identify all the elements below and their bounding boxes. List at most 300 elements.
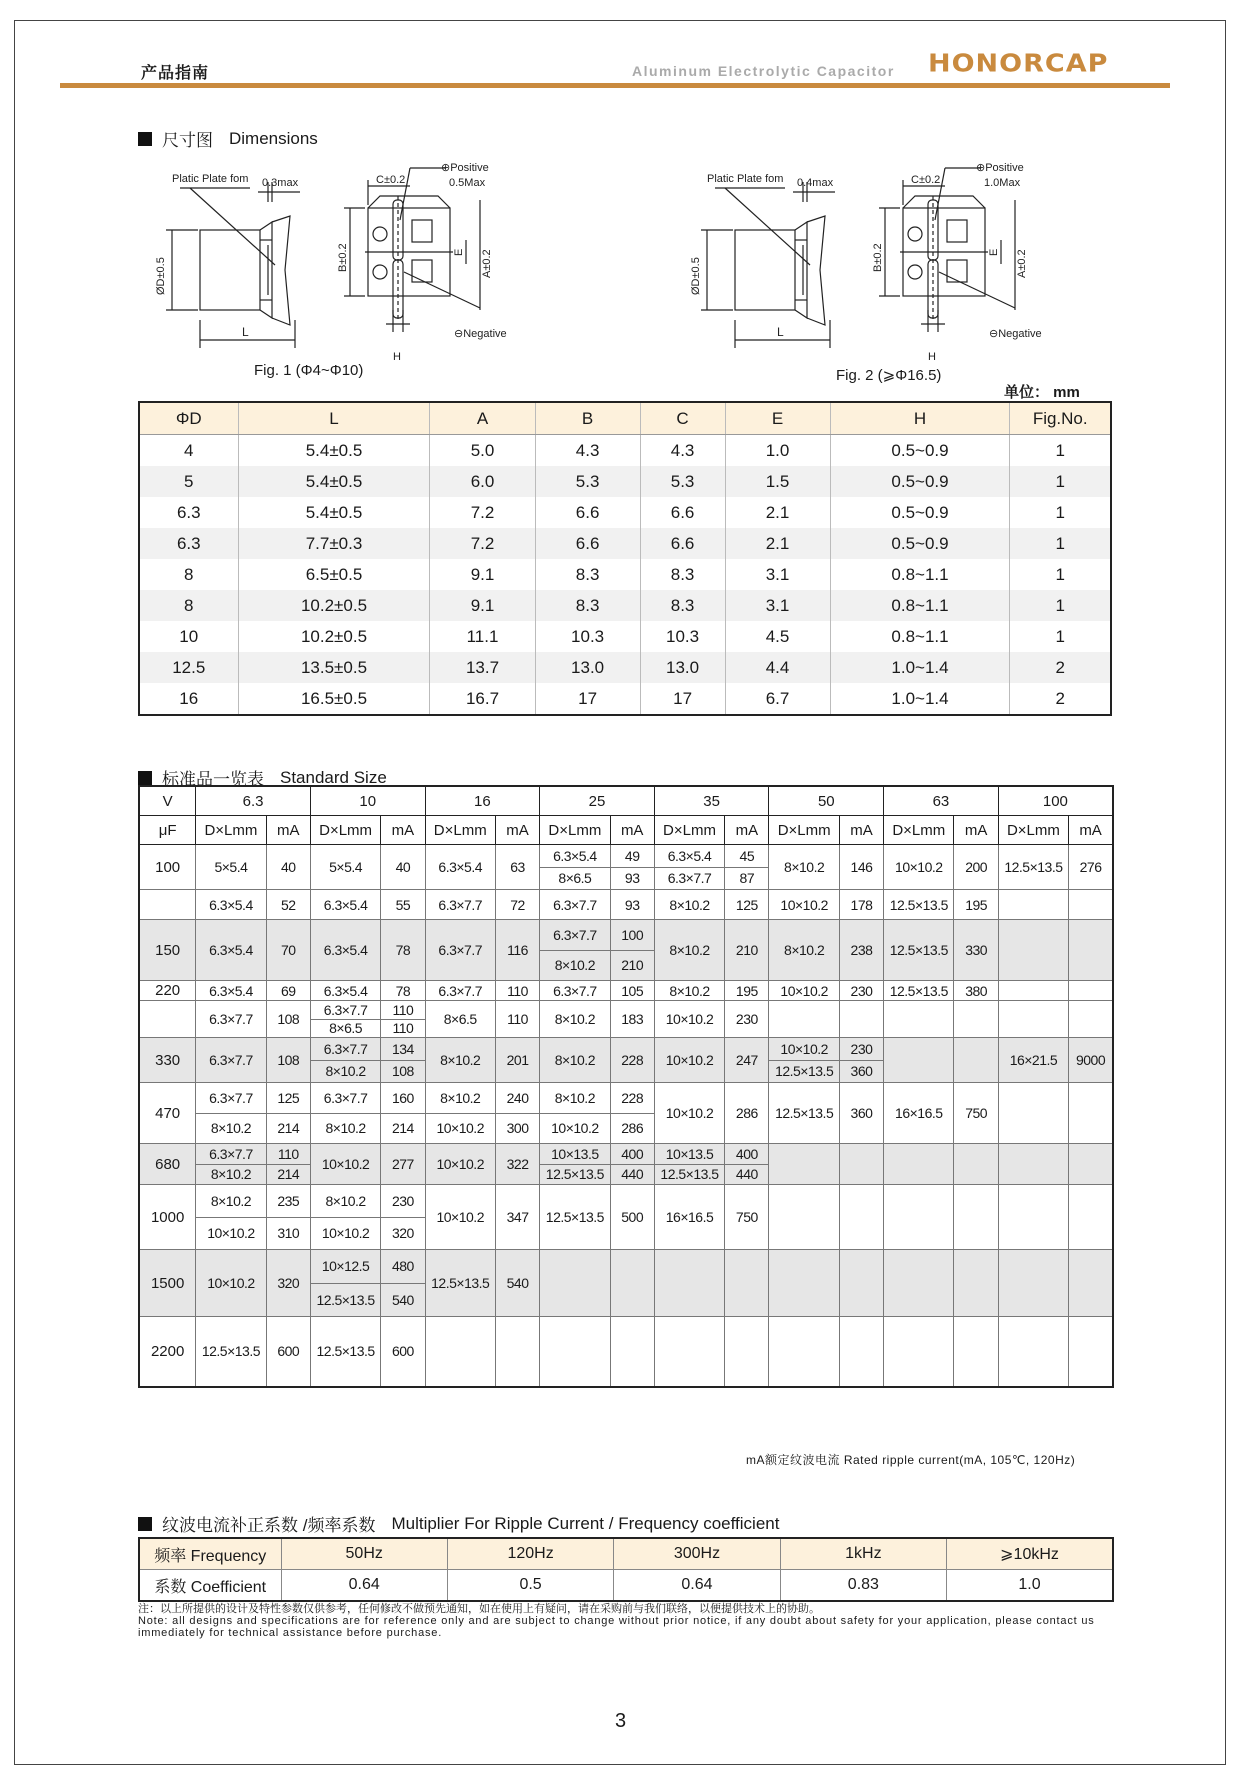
size-value: 10×12.5 [321,1258,370,1275]
size-cell [884,1038,954,1083]
dim-cell: 6.3 [139,497,238,528]
size-cell [769,1144,839,1185]
ma-header: mA [381,816,425,845]
size-cell: 8×10.2 [769,920,839,981]
ripple-value: 210 [611,950,654,981]
size-cell: 6.3×7.7 [196,1038,266,1083]
dim-cell: 8 [139,559,238,590]
dl-header: D×Lmm [425,816,495,845]
coefficient-value: 0.64 [614,1570,780,1602]
dim-cell: 6.7 [725,683,830,715]
std-table-row [139,845,1113,890]
ripple-current-cell [610,845,654,890]
dl-header: D×Lmm [769,816,839,845]
ripple-current-cell [839,1185,883,1250]
capacitance-cell: 330 [139,1038,196,1083]
size-cell [425,1083,495,1144]
size-cell: 12.5×13.5 [540,1185,610,1250]
dim-cell: 5.4±0.5 [238,466,430,497]
dim-cell: 10 [139,621,238,652]
size-value: 8×10.2 [311,1113,380,1144]
dim-col-header: ΦD [139,402,238,435]
ripple-value: 49 [624,847,640,864]
size-cell [998,981,1068,1001]
fig1-c-label: C±0.2 [376,174,406,186]
dim-cell: 9.1 [430,590,535,621]
size-value: 10×10.2 [780,1040,828,1057]
size-cell: 10×10.2 [425,1144,495,1185]
ripple-title-en: Multiplier For Ripple Current / Frequency coefficient [391,1513,780,1533]
ripple-value: 214 [267,1164,310,1185]
size-cell [998,1250,1068,1317]
size-cell: 8×10.2 [654,920,724,981]
ripple-current-cell [610,1144,654,1185]
ripple-current-cell [954,1001,998,1038]
dim-cell: 8 [139,590,238,621]
size-cell [540,1144,610,1185]
ripple-value: 93 [611,867,654,890]
dim-cell: 9.1 [430,559,535,590]
ripple-current-cell [1069,890,1113,920]
dl-header: D×Lmm [654,816,724,845]
ripple-current-cell [610,1317,654,1387]
ripple-current-cell: 195 [954,890,998,920]
dim-table-row [139,652,1111,683]
dim-cell: 7.2 [430,528,535,559]
fig1-l-label: L [242,325,249,339]
ripple-current-cell: 228 [610,1038,654,1083]
dim-cell: 4.4 [725,652,830,683]
size-value: 10×13.5 [665,1145,714,1162]
coefficient-value: 1.0 [947,1570,1113,1602]
size-cell: 8×10.2 [654,890,724,920]
ripple-current-cell [839,1001,883,1038]
ripple-current-cell: 40 [381,845,425,890]
dim-col-header: C [640,402,725,435]
ripple-current-cell: 110 [495,1001,539,1038]
ripple-current-cell [381,1038,425,1083]
ripple-value: 480 [391,1258,414,1275]
ripple-value: 110 [392,1001,414,1018]
dim-cell: 1.0~1.4 [830,652,1010,683]
ripple-value: 300 [496,1113,539,1144]
size-value: 6.3×7.7 [209,1145,253,1162]
ripple-current-cell: 195 [725,981,769,1001]
ripple-current-cell: 105 [610,981,654,1001]
dim-cell: 3.1 [725,590,830,621]
size-cell [884,1185,954,1250]
fig1-a-label: A±0.2 [481,249,493,278]
dim-cell: 16 [139,683,238,715]
size-cell [540,1317,610,1387]
ripple-current-cell: 108 [266,1001,310,1038]
size-value: 8×10.2 [440,1089,481,1106]
size-cell: 6.3×5.4 [196,981,266,1001]
header-rule [60,83,1170,88]
ripple-current-cell: 9000 [1069,1038,1113,1083]
size-value: 10×10.2 [196,1217,265,1250]
header-subtitle: Aluminum Electrolytic Capacitor [632,63,895,79]
dim-cell: 2.1 [725,497,830,528]
ripple-current-cell: 201 [495,1038,539,1083]
ripple-current-cell [1069,1317,1113,1387]
dim-cell: 0.5~0.9 [830,435,1010,467]
size-cell [769,1038,839,1083]
size-cell: 5×5.4 [310,845,380,890]
ripple-current-cell: 277 [381,1144,425,1185]
ripple-current-cell: 247 [725,1038,769,1083]
dim-cell: 8.3 [640,559,725,590]
dim-cell: 17 [535,683,640,715]
size-value: 12.5×13.5 [769,1060,838,1083]
dl-header: D×Lmm [310,816,380,845]
dimensions-title-cn: 尺寸图 [162,131,213,150]
fig2-d-label: ØD±0.5 [690,257,702,295]
ripple-current-cell: 78 [381,920,425,981]
section-square-icon [138,132,152,146]
size-cell [998,1001,1068,1038]
ripple-current-cell: 63 [495,845,539,890]
size-cell: 10×10.2 [196,1250,266,1317]
size-cell [310,1038,380,1083]
dim-cell: 6.6 [640,497,725,528]
ma-header: mA [954,816,998,845]
standard-size-table [138,785,1114,1388]
size-value: 6.3×5.4 [553,847,597,864]
dim-table-row [139,528,1111,559]
dim-cell: 7.2 [430,497,535,528]
capacitance-cell: 2200 [139,1317,196,1387]
coefficient-value: 0.83 [780,1570,946,1602]
size-cell [654,1317,724,1387]
fig2-l-label: L [777,325,784,339]
ripple-current-cell: 69 [266,981,310,1001]
fig2-negative-label: ⊖Negative [989,328,1042,340]
std-table-row [139,1317,1113,1387]
size-cell: 10×10.2 [310,1144,380,1185]
ripple-current-cell: 750 [954,1083,998,1144]
size-value: 6.3×7.7 [209,1089,253,1106]
fig1-negative-label: ⊖Negative [454,328,507,340]
dim-cell: 0.8~1.1 [830,590,1010,621]
dim-cell: 16.5±0.5 [238,683,430,715]
dim-cell: 0.8~1.1 [830,559,1010,590]
dim-cell: 5.4±0.5 [238,497,430,528]
size-cell [769,1317,839,1387]
ripple-current-cell: 230 [839,981,883,1001]
size-cell: 12.5×13.5 [884,920,954,981]
dim-cell: 13.0 [535,652,640,683]
coefficient-label: 系数 Coefficient [139,1570,281,1602]
section-square-icon [138,771,152,785]
capacitance-cell: 680 [139,1144,196,1185]
ripple-value: 235 [277,1192,300,1209]
fig1-b-label: B±0.2 [337,243,349,272]
size-cell: 6.3×7.7 [425,890,495,920]
ma-header: mA [725,816,769,845]
size-cell [998,890,1068,920]
capacitance-cell: 220 [139,981,196,1001]
dim-cell: 11.1 [430,621,535,652]
ripple-current-cell: 600 [381,1317,425,1387]
ripple-value: 100 [621,926,644,943]
size-cell: 12.5×13.5 [310,1317,380,1387]
coefficient-value: 0.5 [447,1570,613,1602]
fig2-b-label: B±0.2 [872,243,884,272]
ripple-value: 286 [611,1113,654,1144]
dim-cell: 12.5 [139,652,238,683]
dim-cell: 0.5~0.9 [830,528,1010,559]
ripple-current-cell: 230 [725,1001,769,1038]
size-cell: 10×10.2 [769,890,839,920]
header-cn-title: 产品指南 [141,65,210,82]
capacitance-cell: 1500 [139,1250,196,1317]
std-table-row [139,1001,1113,1038]
size-cell [769,1250,839,1317]
dim-cell: 1 [1010,497,1111,528]
voltage-header: 63 [884,786,999,816]
footnote-cn: 注：以上所提供的设计及特性参数仅供参考，任何修改不做预先通知，如在使用上有疑问，请在采购前与我们联络，以便提供技术上的协助。 [138,1603,820,1615]
fig1-max-label: 0.3max [262,177,299,189]
fig1-positive-label: ⊕Positive [441,162,489,174]
size-cell [310,1250,380,1317]
dim-col-header: B [535,402,640,435]
size-cell: 6.3×5.4 [196,920,266,981]
ripple-current-cell [954,1038,998,1083]
dim-cell: 10.3 [640,621,725,652]
dl-header: D×Lmm [196,816,266,845]
fig2-a-label: A±0.2 [1016,249,1028,278]
ma-header: mA [266,816,310,845]
size-cell: 12.5×13.5 [884,981,954,1001]
dim-cell: 5.4±0.5 [238,435,430,467]
ripple-current-cell [381,1001,425,1038]
dim-col-header: H [830,402,1010,435]
ripple-current-cell [1069,981,1113,1001]
size-cell: 6.3×5.4 [310,890,380,920]
size-cell: 6.3×7.7 [425,920,495,981]
dim-table-row [139,590,1111,621]
ripple-value: 228 [621,1089,644,1106]
dim-cell: 1.0 [725,435,830,467]
size-value: 6.3×7.7 [655,867,724,890]
size-cell: 12.5×13.5 [196,1317,266,1387]
voltage-header: 16 [425,786,540,816]
ripple-note: mA额定纹波电流 Rated ripple current(mA, 105℃, 120Hz) [746,1453,1076,1467]
std-table-row [139,1185,1113,1250]
dl-header: D×Lmm [998,816,1068,845]
dim-cell: 8.3 [535,559,640,590]
size-value: 12.5×13.5 [655,1164,724,1185]
frequency-value: 300Hz [614,1538,780,1570]
dim-cell: 10.3 [535,621,640,652]
ripple-current-cell: 500 [610,1185,654,1250]
ripple-current-cell: 70 [266,920,310,981]
voltage-header: 10 [310,786,425,816]
ripple-current-cell [381,1250,425,1317]
dim-cell: 0.5~0.9 [830,466,1010,497]
size-cell: 6.3×5.4 [310,981,380,1001]
size-cell: 10×10.2 [884,845,954,890]
size-cell [884,1001,954,1038]
dim-cell: 1 [1010,590,1111,621]
ripple-current-cell [839,1250,883,1317]
dim-cell: 6.6 [535,497,640,528]
size-cell: 16×16.5 [884,1083,954,1144]
ripple-current-cell: 40 [266,845,310,890]
ripple-current-cell [495,1083,539,1144]
dim-cell: 4 [139,435,238,467]
ripple-value: 110 [277,1145,299,1162]
std-table-row [139,890,1113,920]
ripple-current-cell [1069,1144,1113,1185]
frequency-row [139,1538,1113,1570]
std-table-row [139,1038,1113,1083]
dim-cell: 13.7 [430,652,535,683]
figure-2-diagram [685,160,1125,380]
dim-cell: 4.3 [640,435,725,467]
ripple-current-cell [266,1144,310,1185]
ripple-value: 45 [739,847,755,864]
size-cell [310,1083,380,1144]
frequency-value: ⩾10kHz [947,1538,1113,1570]
size-cell [654,1250,724,1317]
ma-header: mA [495,816,539,845]
capacitance-cell [139,890,196,920]
ripple-current-cell [954,1250,998,1317]
voltage-header: 35 [654,786,769,816]
fig1-terminal [272,216,290,325]
fig2-e-label: E [988,248,1000,256]
size-cell [654,845,724,890]
fig2-h-label: H [928,351,936,363]
ripple-current-cell: 750 [725,1185,769,1250]
dim-cell: 17 [640,683,725,715]
capacitance-cell: 150 [139,920,196,981]
ripple-value: 400 [735,1145,758,1162]
standard-title-cn: 标准品一览表 [162,770,264,789]
dim-cell: 8.3 [640,590,725,621]
ripple-value: 230 [850,1040,873,1057]
capacitance-cell: 1000 [139,1185,196,1250]
ripple-current-cell: 110 [495,981,539,1001]
size-cell: 12.5×13.5 [884,890,954,920]
dim-cell: 16.7 [430,683,535,715]
voltage-header: 6.3 [196,786,311,816]
size-value: 8×6.5 [311,1019,380,1038]
dim-cell: 0.5~0.9 [830,497,1010,528]
fig1-body-side [200,230,260,310]
ripple-current-cell: 276 [1069,845,1113,890]
size-cell [769,1001,839,1038]
ripple-current-cell: 360 [839,1083,883,1144]
size-cell [884,1144,954,1185]
ripple-current-cell [725,845,769,890]
fig2-plate-label: Platic Plate fom [707,173,784,185]
size-value: 8×10.2 [554,1089,595,1106]
ripple-current-cell: 322 [495,1144,539,1185]
footnote-en: Note: all designs and specifications are for reference only and are subject to change without prior notice, if any doubt about safety for your application, please contact us immediately for technical assistance before purchase. [138,1615,1095,1639]
size-cell [540,1083,610,1144]
unit-label: 单位： mm [1004,384,1080,401]
dimensions-table-header [139,402,1111,435]
ripple-title-cn: 纹波电流补正系数 /频率系数 [162,1516,376,1535]
dim-table-row [139,683,1111,715]
ripple-current-cell [610,1083,654,1144]
dim-cell: 6.6 [640,528,725,559]
ripple-value: 125 [277,1089,300,1106]
dim-cell: 5.3 [535,466,640,497]
size-cell [196,1144,266,1185]
dim-cell: 1 [1010,559,1111,590]
ripple-current-cell [839,1317,883,1387]
ripple-current-cell: 183 [610,1001,654,1038]
size-value: 10×13.5 [551,1145,599,1162]
ripple-current-cell: 600 [266,1317,310,1387]
ripple-current-cell [839,1038,883,1083]
fig1-h-label: H [393,351,401,363]
size-cell: 6.3×5.4 [425,845,495,890]
dim-cell: 7.7±0.3 [238,528,430,559]
ripple-current-cell: 125 [725,890,769,920]
ripple-current-cell: 52 [266,890,310,920]
voltage-header: 50 [769,786,884,816]
dim-cell: 6.3 [139,528,238,559]
capacitance-cell: 100 [139,845,196,890]
dim-table-row [139,435,1111,467]
size-cell [540,920,610,981]
ripple-value: 400 [621,1145,644,1162]
ripple-current-cell: 108 [266,1038,310,1083]
size-cell: 10×10.2 [654,1038,724,1083]
std-table-row [139,1144,1113,1185]
size-cell: 12.5×13.5 [769,1083,839,1144]
ripple-value: 310 [267,1217,310,1250]
ripple-value: 214 [267,1113,310,1144]
size-cell: 6.3×7.7 [196,1001,266,1038]
ripple-value: 214 [381,1113,424,1144]
size-cell: 8×10.2 [769,845,839,890]
dim-cell: 10.2±0.5 [238,621,430,652]
column-header-row [139,816,1113,845]
ripple-current-cell: 238 [839,920,883,981]
dim-cell: 2 [1010,683,1111,715]
dim-cell: 5.0 [430,435,535,467]
size-cell [998,1185,1068,1250]
size-value: 6.3×7.7 [553,926,597,943]
size-cell: 8×10.2 [540,1001,610,1038]
ripple-current-cell [1069,1185,1113,1250]
ripple-current-cell: 347 [495,1185,539,1250]
size-value: 12.5×13.5 [540,1164,609,1185]
size-cell: 5×5.4 [196,845,266,890]
size-cell: 6.3×7.7 [425,981,495,1001]
dim-table-row [139,559,1111,590]
dim-cell: 13.5±0.5 [238,652,430,683]
size-cell: 6.3×7.7 [540,890,610,920]
ripple-current-cell [266,1185,310,1250]
ripple-current-cell: 178 [839,890,883,920]
dim-cell: 1 [1010,621,1111,652]
ripple-current-cell: 200 [954,845,998,890]
ripple-current-cell [381,1185,425,1250]
ripple-current-cell [495,1317,539,1387]
size-value: 8×10.2 [196,1164,265,1185]
fig2-positive-label: ⊕Positive [976,162,1024,174]
ripple-current-cell [725,1144,769,1185]
dim-cell: 1.5 [725,466,830,497]
dim-table-row [139,621,1111,652]
